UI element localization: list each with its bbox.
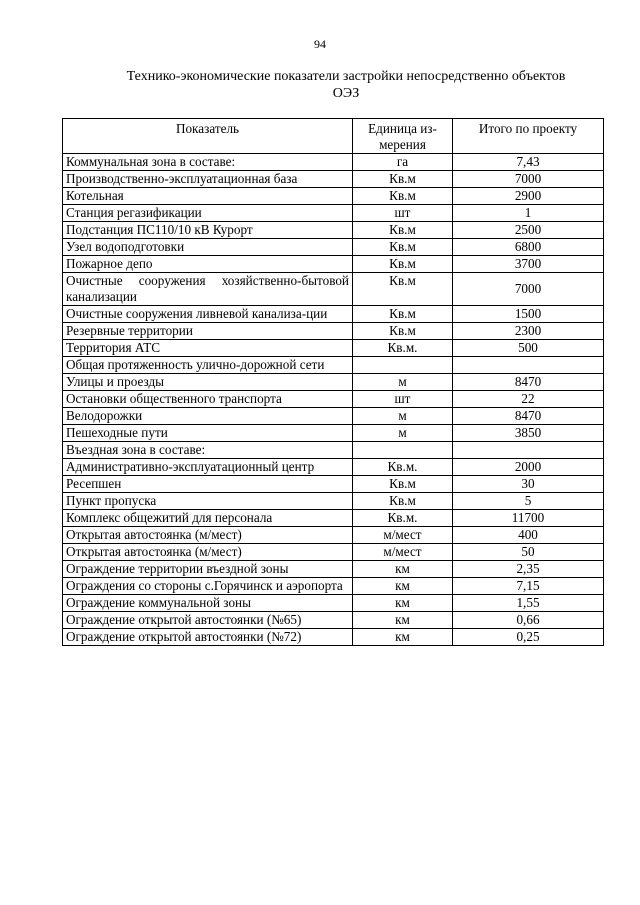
table-row: [63, 374, 604, 391]
row-indicator: Административно-эксплуатационный центр: [63, 459, 353, 476]
row-total: 7000: [453, 171, 604, 188]
table-row: [63, 171, 604, 188]
table-row: [63, 493, 604, 510]
row-unit: км: [353, 578, 453, 595]
row-unit: га: [353, 154, 453, 171]
title-line-2: ОЭЗ: [332, 86, 360, 101]
table-row: [63, 527, 604, 544]
row-unit: км: [353, 612, 453, 629]
row-unit: км: [353, 561, 453, 578]
row-unit: м: [353, 425, 453, 442]
row-unit: Кв.м.: [353, 340, 453, 357]
row-total: 50: [453, 544, 604, 561]
row-indicator: Ограждение открытой автостоянки (№72): [63, 629, 353, 646]
row-total: 1: [453, 205, 604, 222]
table-row: [63, 408, 604, 425]
title-line-1: Технико-экономические показатели застройки непосредственно объектов: [126, 69, 566, 84]
row-unit: м/мест: [353, 544, 453, 561]
row-indicator: Улицы и проезды: [63, 374, 353, 391]
row-indicator: Ограждение открытой автостоянки (№65): [63, 612, 353, 629]
row-unit: Кв.м: [353, 306, 453, 323]
row-unit: Кв.м: [353, 239, 453, 256]
row-indicator: Ресепшен: [63, 476, 353, 493]
row-unit: Кв.м: [353, 476, 453, 493]
table-row: [63, 222, 604, 239]
row-total: 3850: [453, 425, 604, 442]
row-unit: [353, 357, 453, 374]
row-unit: м/мест: [353, 527, 453, 544]
table-row: [63, 629, 604, 646]
table-row: [63, 595, 604, 612]
row-unit: км: [353, 595, 453, 612]
row-indicator: Производственно-эксплуатационная база: [63, 171, 353, 188]
table-row: [63, 544, 604, 561]
row-unit: шт: [353, 205, 453, 222]
row-indicator: Ограждение территории въездной зоны: [63, 561, 353, 578]
row-unit: Кв.м: [353, 171, 453, 188]
row-total: 7,43: [453, 154, 604, 171]
row-unit: Кв.м: [353, 493, 453, 510]
row-indicator: Пункт пропуска: [63, 493, 353, 510]
table-row: [63, 561, 604, 578]
row-indicator: Велодорожки: [63, 408, 353, 425]
indicators-table: [62, 118, 604, 646]
row-unit: Кв.м: [353, 188, 453, 205]
row-indicator: Ограждение коммунальной зоны: [63, 595, 353, 612]
row-total: 500: [453, 340, 604, 357]
row-unit: м: [353, 374, 453, 391]
row-total: 400: [453, 527, 604, 544]
row-indicator: Резервные территории: [63, 323, 353, 340]
row-indicator: Общая протяженность улично-дорожной сети: [63, 357, 353, 374]
table-row: [63, 578, 604, 595]
row-total: 3700: [453, 256, 604, 273]
table-row: [63, 154, 604, 171]
row-total: 2000: [453, 459, 604, 476]
row-indicator: Станция регазификации: [63, 205, 353, 222]
row-indicator: Ограждения со стороны с.Горячинск и аэропорта: [63, 578, 353, 595]
row-unit: Кв.м: [353, 273, 453, 306]
table-row: [63, 357, 604, 374]
row-total: 2,35: [453, 561, 604, 578]
row-total: 2900: [453, 188, 604, 205]
row-total: 8470: [453, 408, 604, 425]
header-total: Итого по проекту: [453, 119, 604, 154]
table-row: [63, 510, 604, 527]
row-unit: шт: [353, 391, 453, 408]
table-row: [63, 239, 604, 256]
row-indicator: Пешеходные пути: [63, 425, 353, 442]
row-total: 7000: [453, 273, 604, 306]
table-row: [63, 612, 604, 629]
table-body: [63, 154, 604, 646]
table-row: [63, 425, 604, 442]
row-total: 6800: [453, 239, 604, 256]
row-total: [453, 357, 604, 374]
table-row: [63, 306, 604, 323]
row-unit: км: [353, 629, 453, 646]
row-unit: Кв.м: [353, 256, 453, 273]
row-indicator: Комплекс общежитий для персонала: [63, 510, 353, 527]
row-unit: [353, 442, 453, 459]
row-total: 2300: [453, 323, 604, 340]
table-row: [63, 205, 604, 222]
row-unit: Кв.м: [353, 222, 453, 239]
document-title: [100, 68, 592, 102]
row-total: 0,66: [453, 612, 604, 629]
table-row: [63, 188, 604, 205]
row-indicator: Очистные сооружения ливневой канализа-ции: [63, 306, 353, 323]
table-row: [63, 323, 604, 340]
row-total: [453, 442, 604, 459]
row-total: 22: [453, 391, 604, 408]
row-total: 11700: [453, 510, 604, 527]
table-row: [63, 273, 604, 306]
row-total: 2500: [453, 222, 604, 239]
table-header-row: [63, 119, 604, 154]
row-indicator: Котельная: [63, 188, 353, 205]
row-unit: Кв.м: [353, 323, 453, 340]
table-row: [63, 256, 604, 273]
row-total: 1500: [453, 306, 604, 323]
row-unit: Кв.м.: [353, 459, 453, 476]
table-row: [63, 340, 604, 357]
header-unit: Единица из-мерения: [353, 119, 453, 154]
table-row: [63, 442, 604, 459]
row-total: 5: [453, 493, 604, 510]
table-row: [63, 476, 604, 493]
row-indicator: Подстанция ПС110/10 кВ Курорт: [63, 222, 353, 239]
row-indicator: Очистные сооружения хозяйственно-бытовой канализации: [63, 273, 353, 306]
row-indicator: Коммунальная зона в составе:: [63, 154, 353, 171]
row-total: 7,15: [453, 578, 604, 595]
row-total: 0,25: [453, 629, 604, 646]
row-indicator: Открытая автостоянка (м/мест): [63, 544, 353, 561]
page-number: 94: [314, 37, 326, 51]
table-row: [63, 391, 604, 408]
table-row: [63, 459, 604, 476]
row-indicator: Открытая автостоянка (м/мест): [63, 527, 353, 544]
row-total: 8470: [453, 374, 604, 391]
header-indicator: Показатель: [63, 119, 353, 154]
row-indicator: Остановки общественного транспорта: [63, 391, 353, 408]
row-indicator: Пожарное депо: [63, 256, 353, 273]
row-unit: м: [353, 408, 453, 425]
row-indicator: Территория АТС: [63, 340, 353, 357]
row-indicator: Узел водоподготовки: [63, 239, 353, 256]
row-total: 30: [453, 476, 604, 493]
row-unit: Кв.м.: [353, 510, 453, 527]
row-indicator: Въездная зона в составе:: [63, 442, 353, 459]
row-total: 1,55: [453, 595, 604, 612]
